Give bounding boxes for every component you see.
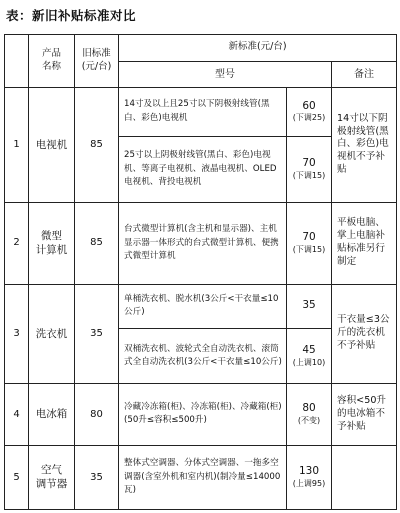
new-standard-change: (下调15) [292,170,326,180]
new-standard-amount: 45 [302,343,316,356]
new-standard-change: (上调95) [292,479,326,489]
old-standard-value: 85 [75,202,119,284]
remark-text: 平板电脑、掌上电脑补贴标准另行制定 [332,202,397,284]
page-title: 表：新旧补贴标准对比 [6,8,137,23]
new-standard-value [287,383,332,445]
old-standard-value: 80 [75,383,119,445]
old-standard-value: 35 [75,445,119,509]
new-standard-change: (不变) [297,416,321,426]
model-description: 冷藏冷冻箱(柜)、冷冻箱(柜)、冷藏箱(柜)(50升≤容积≤500升) [119,383,287,445]
new-standard-value [287,328,332,383]
row-index: 2 [5,202,29,284]
product-name: 电视机 [29,88,75,203]
model-description: 14寸及以上且25寸以下阴极射线管(黑白、彩色)电视机 [119,88,287,137]
row-index: 4 [5,383,29,445]
table-row [5,88,397,137]
new-standard-change: (下调25) [292,113,326,123]
subsidy-table-container [4,34,396,510]
model-description: 25寸以上阴极射线管(黑白、彩色)电视机、等离子电视机、液晶电视机、OLED电视机、背投电视机 [119,136,287,202]
subsidy-comparison-table [4,34,397,510]
new-standard-change: (下调15) [292,244,326,254]
remark-text [332,445,397,509]
table-row [5,445,397,509]
table-row [5,284,397,328]
new-standard-amount: 80 [302,402,316,415]
table-row [5,202,397,284]
new-standard-value [287,88,332,137]
new-standard-amount: 70 [302,157,316,170]
new-standard-value [287,136,332,202]
new-standard-value [287,445,332,509]
row-index: 5 [5,445,29,509]
row-index: 3 [5,284,29,383]
new-standard-change: (上调10) [292,357,326,367]
remark-text: 14寸以下阴极射线管(黑白、彩色)电视机不予补贴 [332,88,397,203]
old-standard-value: 35 [75,284,119,383]
product-name: 微型 计算机 [29,202,75,284]
header-model: 型号 [119,61,332,88]
header-new-standard: 新标准(元/台) [119,35,397,62]
new-standard-value [287,202,332,284]
header-index [5,35,29,88]
model-description: 单桶洗衣机、脱水机(3公斤<干衣量≤10公斤) [119,284,287,328]
header-remark: 备注 [332,61,397,88]
new-standard-value [287,284,332,328]
old-standard-value: 85 [75,88,119,203]
product-name: 洗衣机 [29,284,75,383]
row-index: 1 [5,88,29,203]
new-standard-amount: 70 [302,231,316,244]
remark-text: 干衣量≤3公斤的洗衣机不予补贴 [332,284,397,383]
remark-text: 容积<50升的电冰箱不予补贴 [332,383,397,445]
model-description: 双桶洗衣机、波轮式全自动洗衣机、滚筒式全自动洗衣机(3公斤<干衣量≤10公斤) [119,328,287,383]
new-standard-amount: 130 [298,465,320,478]
new-standard-amount: 60 [302,99,316,112]
model-description: 台式微型计算机(含主机和显示器)、主机显示器一体形式的台式微型计算机、便携式微型计算机 [119,202,287,284]
product-name: 电冰箱 [29,383,75,445]
model-description: 整体式空调器、分体式空调器、一拖多空调器(含室外机和室内机)(制冷量≤14000瓦) [119,445,287,509]
new-standard-amount: 35 [302,299,316,312]
header-product-name: 产品 名称 [29,35,75,88]
header-old-standard: 旧标准 (元/台) [75,35,119,88]
table-row [5,383,397,445]
product-name: 空气 调节器 [29,445,75,509]
